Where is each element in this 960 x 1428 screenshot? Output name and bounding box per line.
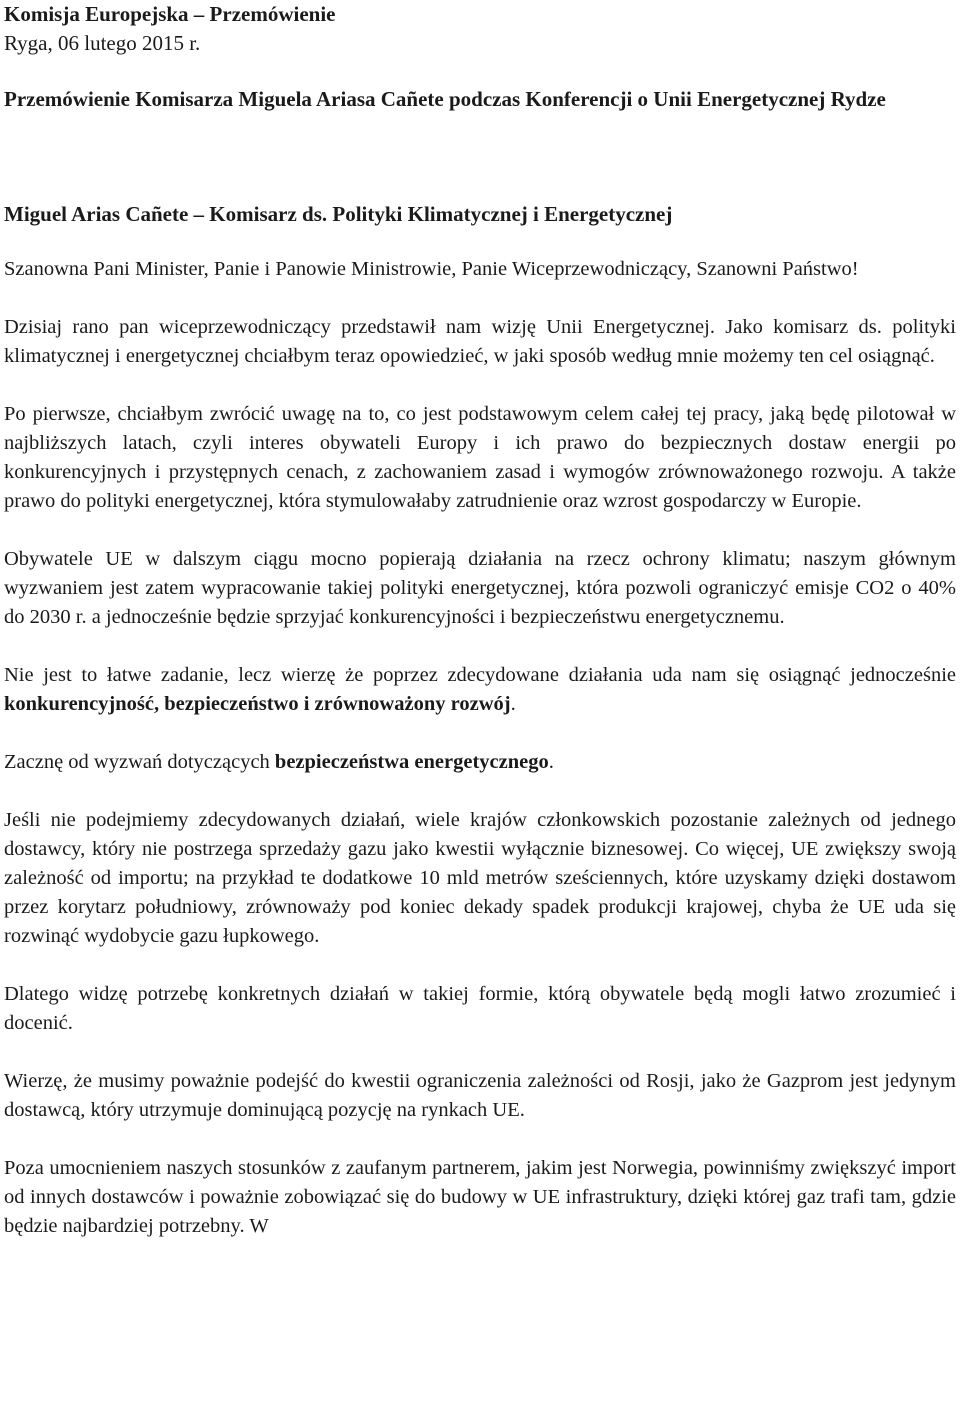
paragraph-security-end: . <box>548 751 554 773</box>
paragraph-first-point: Po pierwsze, chciałbym zwrócić uwagę na to, co jest podstawowym celem całej tej pracy, jaką będę pilotował w najbliższych latach, czyli interes obywateli Europy i ich prawo do bezpiecznych dostaw energii po konkurencyjnych i przystępnych cenach, z zachowaniem zasad i wymogów zrównoważonego rozwoju. A także prawo do polityki energetycznej, która stymulowałaby zatrudnienie oraz wzrost gospodarczy w Europie. <box>4 403 956 512</box>
document-page <box>4 0 956 1241</box>
paragraph-challenge-end: . <box>510 693 516 715</box>
paragraph-intro: Dzisiaj rano pan wiceprzewodniczący przedstawił nam wizję Unii Energetycznej. Jako komisarz ds. polityki klimatycznej i energetycznej chciałbym teraz opowiedzieć, w jaki sposób według mnie możemy ten cel osiągnąć. <box>4 316 956 367</box>
speaker-line: Miguel Arias Cañete – Komisarz ds. Polityki Klimatycznej i Energetycznej <box>4 202 673 226</box>
paragraph-dependency: Jeśli nie podejmiemy zdecydowanych działań, wiele krajów członkowskich pozostanie zależnych od jednego dostawcy, który nie postrzega sprzedaży gazu jako kwestii wyłącznie biznesowej. Co więcej, UE zwiększy swoją zależność od importu; na przykład te dodatkowe 10 mld metrów sześciennych, które uzyskamy dzięki dostawom przez korytarz południowy, zrównoważy pod koniec dekady spadek produkcji krajowej, chyba że UE uda się rozwinąć wydobycie gazu łupkowego. <box>4 809 956 947</box>
paragraph-security-bold: bezpieczeństwa energetycznego <box>274 751 549 773</box>
paragraph-challenge-bold: konkurencyjność, bezpieczeństwo i zrównoważony rozwój <box>4 693 511 715</box>
paragraph-concrete-actions: Dlatego widzę potrzebę konkretnych działań w takiej formie, którą obywatele będą mogli łatwo zrozumieć i docenić. <box>4 983 956 1034</box>
paragraph-citizens: Obywatele UE w dalszym ciągu mocno popierają działania na rzecz ochrony klimatu; naszym głównym wyzwaniem jest zatem wypracowanie takiej polityki energetycznej, która pozwoli ograniczyć emisje CO2 o 40% do 2030 r. a jednocześnie będzie sprzyjać konkurencyjności i bezpieczeństwu energetycznemu. <box>4 548 956 628</box>
paragraph-security-text: Zacznę od wyzwań dotyczących <box>4 751 275 773</box>
paragraph-russia: Wierzę, że musimy poważnie podejść do kwestii ograniczenia zależności od Rosji, jako że Gazprom jest jedynym dostawcą, który utrzymuje dominującą pozycję na rynkach UE. <box>4 1070 956 1121</box>
paragraph-challenge <box>4 661 956 719</box>
place-date: Ryga, 06 lutego 2015 r. <box>4 31 201 55</box>
paragraph-norway: Poza umocnieniem naszych stosunków z zaufanym partnerem, jakim jest Norwegia, powinniśmy zwiększyć import od innych dostawców i poważnie zobowiązać się do budowy w UE infrastruktury, dzięki której gaz trafi tam, gdzie będzie najbardziej potrzebny. W <box>4 1157 956 1237</box>
speech-title: Przemówienie Komisarza Miguela Ariasa Cañete podczas Konferencji o Unii Energetycznej Rydze <box>4 87 886 111</box>
paragraph-challenge-text: Nie jest to łatwe zadanie, lecz wierzę że poprzez zdecydowane działania uda nam się osiągnąć jednocześnie <box>4 664 956 686</box>
paragraph-security-intro <box>4 748 956 777</box>
paragraph-greeting: Szanowna Pani Minister, Panie i Panowie Ministrowie, Panie Wiceprzewodniczący, Szanowni Państwo! <box>4 258 859 280</box>
organization-title: Komisja Europejska – Przemówienie <box>4 2 336 26</box>
